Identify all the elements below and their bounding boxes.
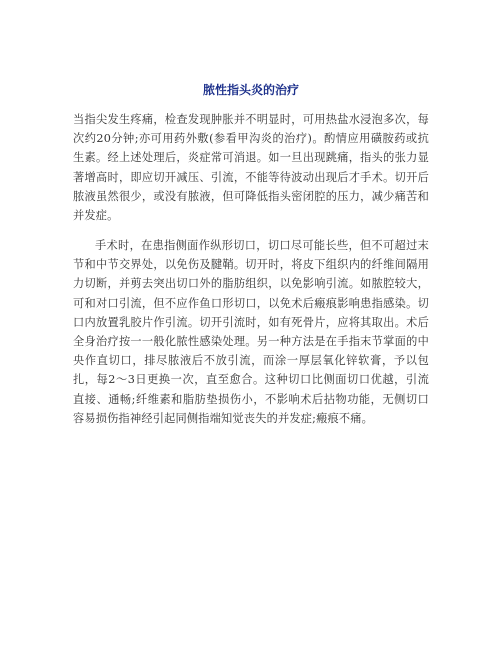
document-title: 脓性指头炎的治疗: [202, 83, 299, 97]
paragraph-conservative-treatment: 当指尖发生疼痛，检查发现肿胀并不明显时，可用热盐水浸泡多次，每次约20分钟;亦可用药外敷(参看甲沟炎的治疗)。酌情应用磺胺药或抗生素。经上述处理后，炎症常可消退。如一旦出现跳痛，指头的张力显著增高时，即应切开减压、引流，不能等待波动出现后才手术。切开后脓液虽然很少，或没有脓液，但可降低指头密闭腔的压力，减少痛苦和并发症。: [73, 113, 429, 223]
paragraph-surgical-treatment: 手术时，在患指侧面作纵形切口，切口尽可能长些，但不可超过末节和中节交界处，以免伤及腱鞘。切开时，将皮下组织内的纤维间隔用力切断，并剪去突出切口外的脂肪组织，以免影响引流。如脓腔较大，可和对口引流，但不应作鱼口形切口，以免术后瘢痕影响患指感染。切口内放置乳胶片作引流。切开引流时，如有死骨片，应将其取出。术后全身治疗按一一般化脓性感染处理。另一种方法是在手指末节掌面的中央作直切口，排尽脓液后不放引流，而涂一厚层氧化锌软膏，予以包扎，每2～3日更换一次，直至愈合。这种切口比侧面切口优越，引流直接、通畅;纤维素和脂肪垫损伤小，不影响术后拈物功能，无侧切口容易损伤指神经引起同侧指端知觉丧失的并发症;瘢痕不痛。: [73, 239, 429, 425]
